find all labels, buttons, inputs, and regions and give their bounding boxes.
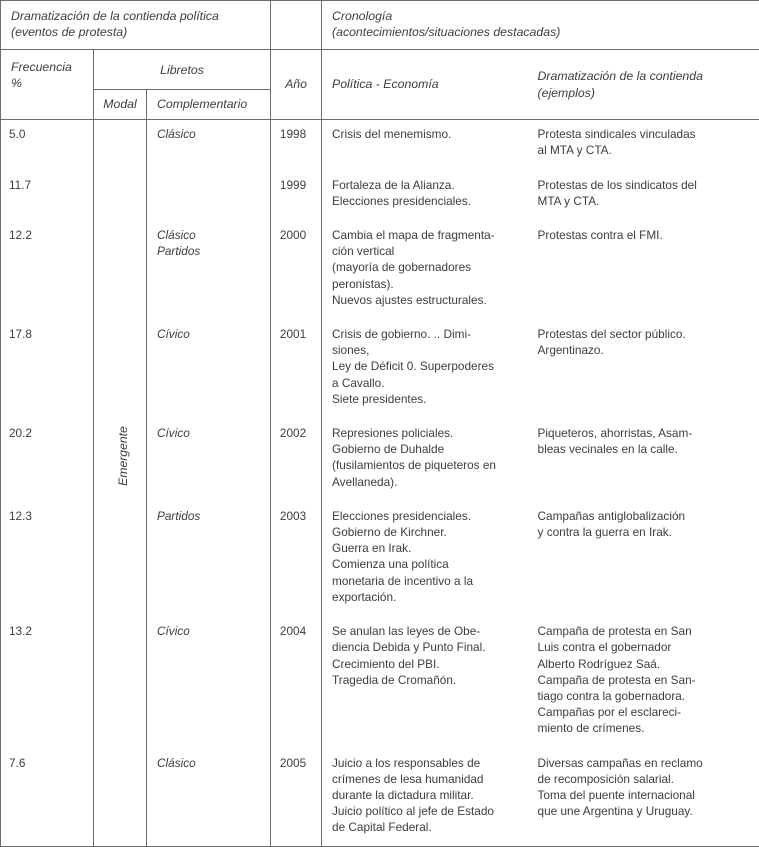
cell-dramatizacion xyxy=(532,312,759,411)
header-politica-economia: Política - Economía xyxy=(322,49,532,119)
cell-dramatizacion xyxy=(532,494,759,609)
pol-line: Juicio político al jefe de Estado xyxy=(332,803,524,819)
script-line: Clásico xyxy=(157,227,264,243)
header-right-group-subtitle: (acontecimientos/situaciones destacadas) xyxy=(332,25,560,39)
header-frecuencia xyxy=(1,49,94,119)
header-frecuencia-label: Frecuencia xyxy=(11,60,72,74)
dram-line: MTA y CTA. xyxy=(538,193,752,209)
pol-line: Nuevos ajustes estructurales. xyxy=(332,292,524,308)
cell-modal-emergente xyxy=(94,120,147,846)
pol-line: siones, xyxy=(332,342,524,358)
cell-politica-economia xyxy=(322,609,532,740)
dram-line: Protestas de los sindicatos del xyxy=(538,177,752,193)
pol-line: Elecciones presidenciales. xyxy=(332,193,524,209)
dram-line: Toma del puente internacional xyxy=(538,787,752,803)
cell-frecuencia: 5.0 xyxy=(1,120,94,163)
pol-line: Elecciones presidenciales. xyxy=(332,508,524,524)
script-line: Clásico xyxy=(157,755,264,771)
script-line: Partidos xyxy=(157,508,264,524)
modal-emergente-text: Emergente xyxy=(116,426,130,486)
header-libretos: Libretos xyxy=(94,49,271,89)
dram-line: Campaña de protesta en San- xyxy=(538,672,752,688)
cell-politica-economia xyxy=(322,213,532,312)
pol-line: Represiones policiales. xyxy=(332,425,524,441)
cell-dramatizacion xyxy=(532,213,759,312)
dram-line: Piqueteros, ahorristas, Asam- xyxy=(538,425,752,441)
dram-line: al MTA y CTA. xyxy=(538,142,752,158)
table-header xyxy=(1,1,759,120)
dram-line: y contra la guerra en Irak. xyxy=(538,524,752,540)
dram-line: Campañas por el esclareci- xyxy=(538,704,752,720)
dram-line: bleas vecinales en la calle. xyxy=(538,441,752,457)
script-line: Cívico xyxy=(157,623,264,639)
cell-anio: 1998 xyxy=(271,120,322,163)
pol-line: peronistas). xyxy=(332,276,524,292)
dram-line: tiago contra la gobernadora. xyxy=(538,688,752,704)
cell-anio: 2003 xyxy=(271,494,322,609)
pol-line: (mayoría de gobernadores xyxy=(332,259,524,275)
dram-line: de recomposición salarial. xyxy=(538,771,752,787)
pol-line: monetaria de incentivo a la xyxy=(332,573,524,589)
script-line: Cívico xyxy=(157,326,264,342)
header-dramatizacion xyxy=(532,49,759,119)
pol-line: Crisis de gobierno. .. Dimi- xyxy=(332,326,524,342)
cell-anio: 2001 xyxy=(271,312,322,411)
header-left-group-title: Dramatización de la contienda política xyxy=(11,9,219,23)
cell-frecuencia: 12.2 xyxy=(1,213,94,312)
pol-line: Ley de Déficit 0. Superpoderes xyxy=(332,358,524,374)
table-row xyxy=(1,120,759,163)
pol-line: Crisis del menemismo. xyxy=(332,126,524,142)
cell-complementario xyxy=(147,609,271,740)
pol-line: Fortaleza de la Alianza. xyxy=(332,177,524,193)
header-row-group-titles xyxy=(1,1,759,50)
table-body xyxy=(1,120,759,846)
dram-line: Luis contra el gobernador xyxy=(538,639,752,655)
header-anio: Año xyxy=(271,49,322,119)
cell-anio: 2000 xyxy=(271,213,322,312)
header-dramatizacion-sub: (ejemplos) xyxy=(538,86,595,100)
header-anio-spacer xyxy=(271,1,322,50)
header-complementario: Complementario xyxy=(147,90,271,120)
cell-complementario xyxy=(147,411,271,494)
header-dramatizacion-label: Dramatización de la contienda xyxy=(538,69,703,83)
script-line: Partidos xyxy=(157,243,264,259)
dram-line: Protesta sindicales vinculadas xyxy=(538,126,752,142)
cell-politica-economia xyxy=(322,120,532,163)
dram-line: Campañas antiglobalización xyxy=(538,508,752,524)
dram-line: Protestas contra el FMI. xyxy=(538,227,752,243)
pol-line: (fusilamientos de piqueteros en xyxy=(332,457,524,473)
header-row-libretos xyxy=(1,49,759,89)
cell-dramatizacion xyxy=(532,411,759,494)
pol-line: Gobierno de Duhalde xyxy=(332,441,524,457)
cell-complementario xyxy=(147,312,271,411)
cell-frecuencia: 7.6 xyxy=(1,741,94,847)
pol-line: crímenes de lesa humanidad xyxy=(332,771,524,787)
cell-anio: 1999 xyxy=(271,163,322,213)
pol-line: Tragedia de Cromañón. xyxy=(332,672,524,688)
cell-frecuencia: 13.2 xyxy=(1,609,94,740)
dram-line: Argentinazo. xyxy=(538,342,752,358)
header-modal: Modal xyxy=(94,90,147,120)
cell-complementario xyxy=(147,120,271,163)
dram-line: Diversas campañas en reclamo xyxy=(538,755,752,771)
pol-line: Cambia el mapa de fragmenta- xyxy=(332,227,524,243)
pol-line: Guerra en Irak. xyxy=(332,540,524,556)
header-right-group-title: Cronología xyxy=(332,9,392,23)
dram-line: Alberto Rodríguez Saá. xyxy=(538,656,752,672)
cell-politica-economia xyxy=(322,494,532,609)
cell-anio: 2005 xyxy=(271,741,322,847)
cell-complementario xyxy=(147,163,271,213)
cell-dramatizacion xyxy=(532,609,759,740)
header-frecuencia-unit: % xyxy=(11,76,22,90)
cell-dramatizacion xyxy=(532,120,759,163)
cell-complementario xyxy=(147,213,271,312)
cell-dramatizacion xyxy=(532,163,759,213)
dram-line: Campaña de protesta en San xyxy=(538,623,752,639)
header-left-group xyxy=(1,1,271,50)
pol-line: exportación. xyxy=(332,589,524,605)
dram-line: miento de crímenes. xyxy=(538,720,752,736)
pol-line: Avellaneda). xyxy=(332,474,524,490)
pol-line: ción vertical xyxy=(332,243,524,259)
pol-line: Comienza una política xyxy=(332,556,524,572)
cell-complementario xyxy=(147,494,271,609)
pol-line: Gobierno de Kirchner. xyxy=(332,524,524,540)
cell-politica-economia xyxy=(322,312,532,411)
pol-line: de Capital Federal. xyxy=(332,819,524,835)
pol-line: durante la dictadura militar. xyxy=(332,787,524,803)
pol-line: Juicio a los responsables de xyxy=(332,755,524,771)
cell-politica-economia xyxy=(322,163,532,213)
dram-line: que une Argentina y Uruguay. xyxy=(538,803,752,819)
pol-line: Siete presidentes. xyxy=(332,391,524,407)
pol-line: Crecimiento del PBI. xyxy=(332,656,524,672)
cell-complementario xyxy=(147,741,271,847)
cell-dramatizacion xyxy=(532,741,759,847)
cell-frecuencia: 17.8 xyxy=(1,312,94,411)
script-line: Clásico xyxy=(157,126,264,142)
cell-frecuencia: 11.7 xyxy=(1,163,94,213)
pol-line: a Cavallo. xyxy=(332,375,524,391)
cell-frecuencia: 20.2 xyxy=(1,411,94,494)
script-line: Cívico xyxy=(157,425,264,441)
cell-politica-economia xyxy=(322,411,532,494)
dram-line: Protestas del sector público. xyxy=(538,326,752,342)
cell-politica-economia xyxy=(322,741,532,847)
pol-line: diencia Debida y Punto Final. xyxy=(332,639,524,655)
pol-line: Se anulan las leyes de Obe- xyxy=(332,623,524,639)
header-right-group xyxy=(322,1,759,50)
cell-anio: 2004 xyxy=(271,609,322,740)
cell-frecuencia: 12.3 xyxy=(1,494,94,609)
cell-anio: 2002 xyxy=(271,411,322,494)
header-left-group-subtitle: (eventos de protesta) xyxy=(11,25,127,39)
